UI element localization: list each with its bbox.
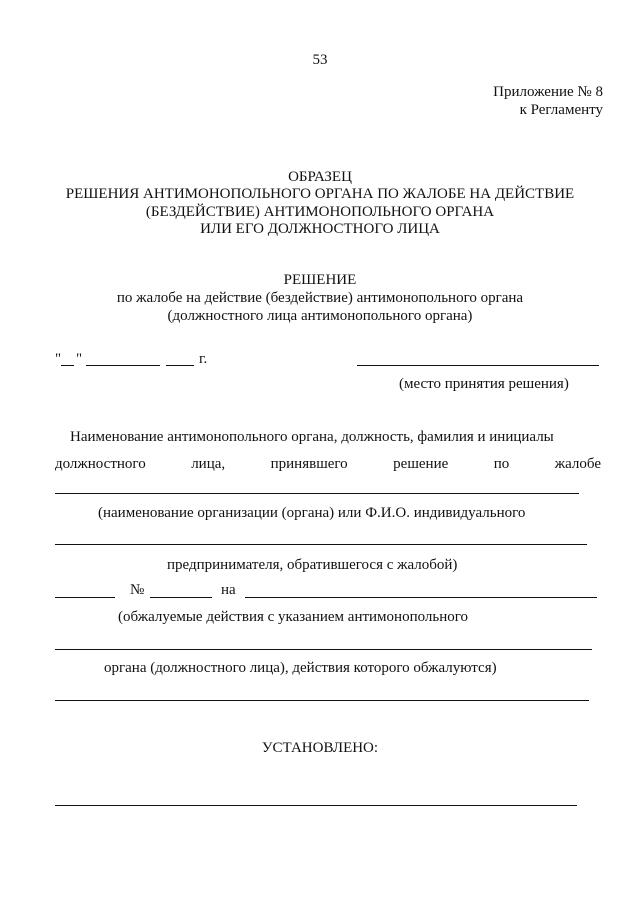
blank-date-field [55, 597, 115, 598]
date-month-blank [86, 365, 160, 366]
paragraph-word: по [493, 456, 510, 472]
paragraph-word: решение [393, 456, 449, 472]
paragraph-line-2 [55, 456, 601, 473]
number-sign: № [130, 582, 145, 598]
caption-org-1: (наименование организации (органа) или Ф.И.О. индивидуального [98, 505, 526, 521]
decision-title: РЕШЕНИЕ [283, 272, 357, 288]
blank-on-field [245, 597, 597, 598]
paragraph-word: принявшего [270, 456, 348, 472]
on-word: на [221, 582, 236, 598]
date-quote-close: " [76, 351, 83, 367]
established-heading: УСТАНОВЛЕНО: [261, 740, 379, 756]
date-day-blank [61, 365, 74, 366]
blank-line-3 [55, 649, 592, 650]
paragraph-word: жалобе [554, 456, 601, 472]
blank-line-2 [55, 544, 587, 545]
caption-actions-2: органа (должностного лица), действия которого обжалуются) [104, 660, 497, 676]
decision-subtitle-1: по жалобе на действие (бездействие) антимонопольного органа [116, 290, 524, 306]
paragraph-word: должностного [55, 456, 146, 472]
paragraph-word: лица, [191, 456, 226, 472]
paragraph-line-1: Наименование антимонопольного органа, должность, фамилия и инициалы [70, 429, 554, 445]
caption-actions-1: (обжалуемые действия с указанием антимонопольного [118, 609, 469, 625]
place-blank [357, 365, 599, 366]
place-caption: (место принятия решения) [399, 376, 569, 392]
blank-line-5 [55, 805, 577, 806]
header-line-4: ИЛИ ЕГО ДОЛЖНОСТНОГО ЛИЦА [200, 221, 440, 237]
caption-org-2: предпринимателя, обратившегося с жалобой) [167, 557, 458, 573]
appendix-line-1: Приложение № 8 [493, 84, 603, 100]
appendix-line-2: к Регламенту [519, 102, 603, 118]
blank-line-4 [55, 700, 589, 701]
page-number: 53 [312, 52, 328, 68]
date-quote-open: " [55, 351, 62, 367]
date-year-blank [166, 365, 194, 366]
blank-line-1 [55, 493, 579, 494]
header-line-2: РЕШЕНИЯ АНТИМОНОПОЛЬНОГО ОРГАНА ПО ЖАЛОБЕ НА ДЕЙСТВИЕ [65, 186, 575, 202]
date-year-suffix: г. [199, 351, 208, 367]
blank-number-field [150, 597, 212, 598]
header-line-3: (БЕЗДЕЙСТВИЕ) АНТИМОНОПОЛЬНОГО ОРГАНА [145, 204, 495, 220]
decision-subtitle-2: (должностного лица антимонопольного органа) [167, 308, 473, 324]
header-line-1: ОБРАЗЕЦ [288, 169, 352, 185]
